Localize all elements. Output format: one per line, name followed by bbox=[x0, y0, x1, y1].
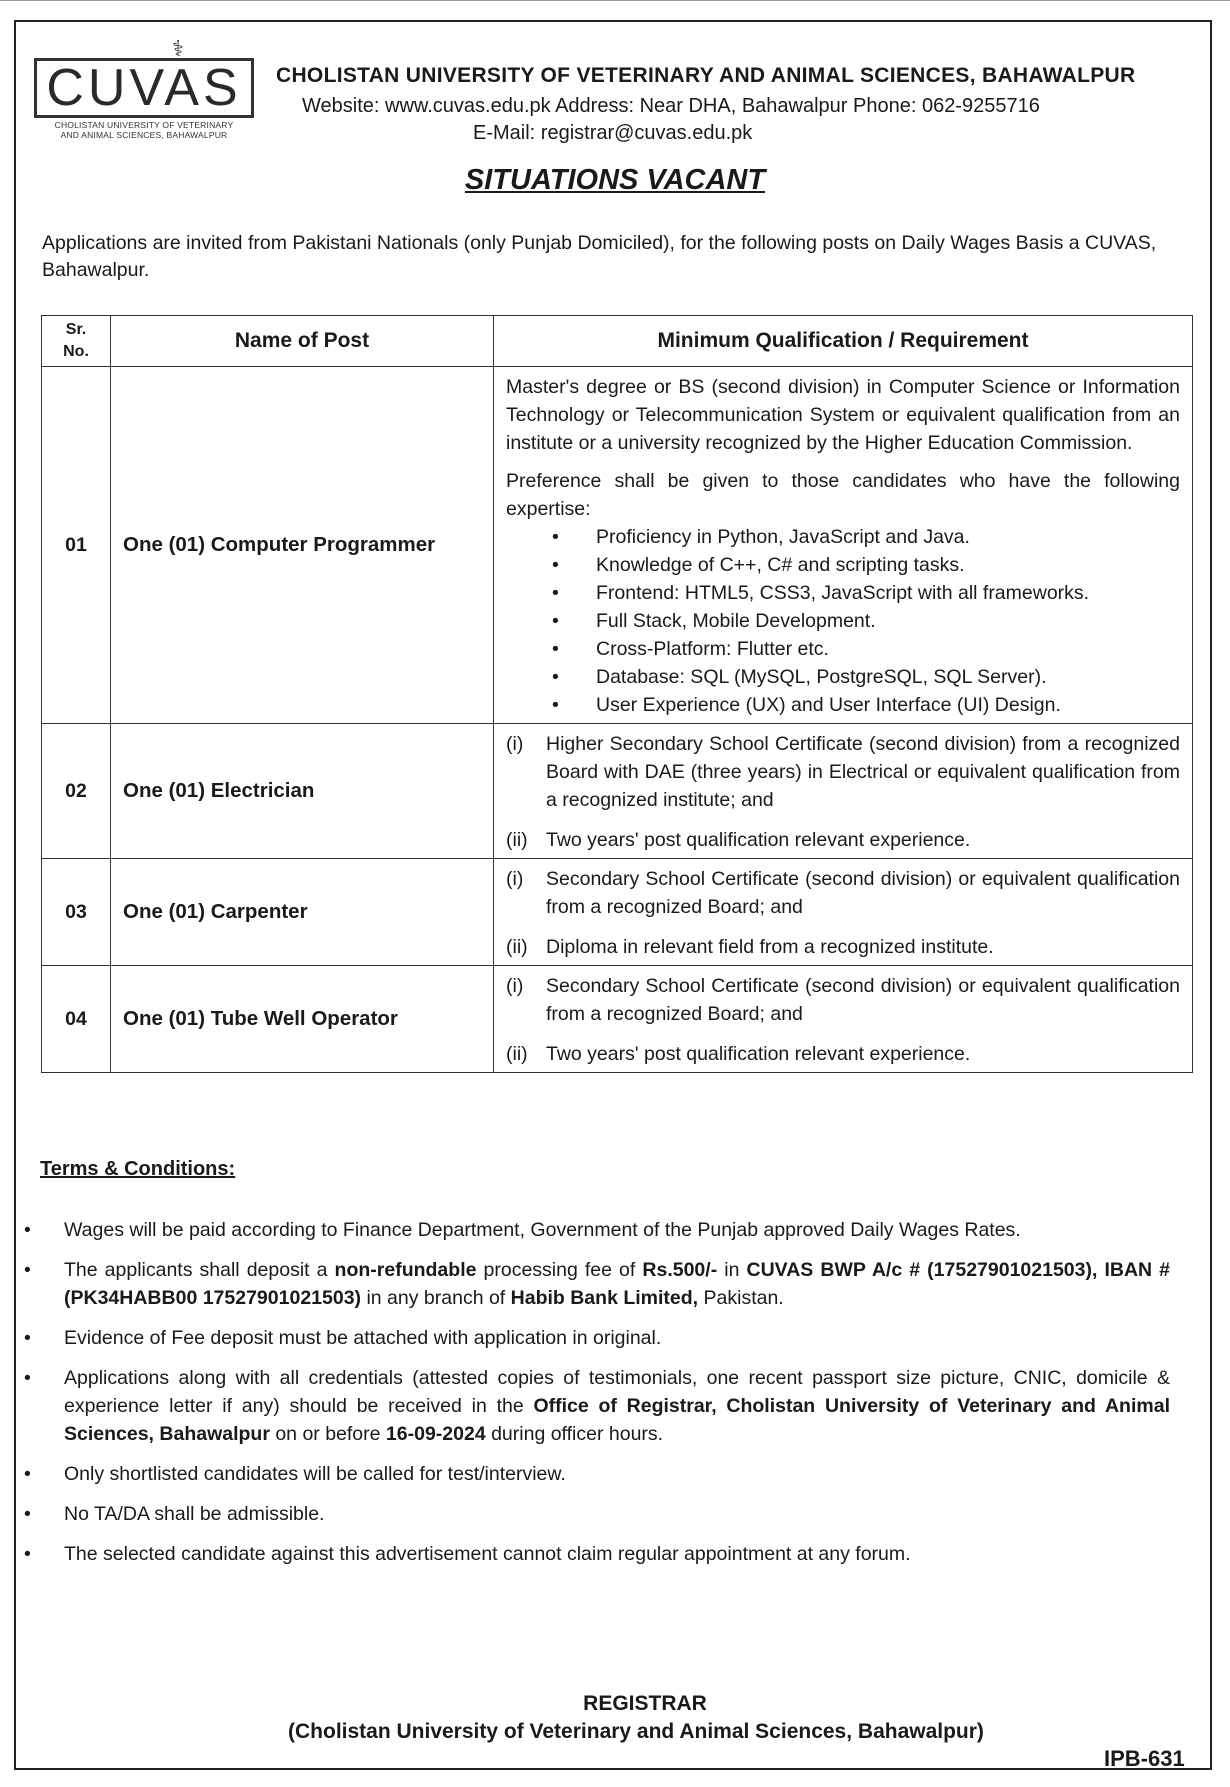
row-requirement bbox=[494, 966, 1193, 1073]
list-item: • Frontend: HTML5, CSS3, JavaScript with all frameworks. bbox=[552, 579, 1180, 607]
email-line: E-Mail: registrar@cuvas.edu.pk bbox=[473, 122, 753, 144]
list-item: • Proficiency in Python, JavaScript and Java. bbox=[552, 523, 1180, 551]
header-requirement: Minimum Qualification / Requirement bbox=[494, 316, 1193, 367]
requirement-paragraph: Master's degree or BS (second division) in Computer Science or Information Technology or Telecommunication System or equivalent qualification from an institute or a university recognized by the Higher Education Commission. bbox=[506, 376, 1180, 454]
table-row bbox=[42, 367, 1193, 724]
registrar-title: REGISTRAR bbox=[583, 1692, 707, 1715]
table-row bbox=[42, 724, 1193, 859]
row-post-name: One (01) Computer Programmer bbox=[111, 367, 494, 724]
list-item: • The selected candidate against this advertisement cannot claim regular appointment at any forum. bbox=[24, 1543, 911, 1565]
top-rule bbox=[0, 0, 1230, 1]
page-title: SITUATIONS VACANT bbox=[464, 164, 766, 196]
caduceus-icon: ⚕ bbox=[172, 36, 184, 61]
list-item: • Wages will be paid according to Finance Department, Government of the Punjab approved Daily Wages Rates. bbox=[24, 1219, 1021, 1241]
requirement-item: (i) Secondary School Certificate (second division) or equivalent qualification from a recognized Board; and bbox=[506, 975, 1180, 1025]
header-name-of-post: Name of Post bbox=[111, 316, 494, 367]
row-post-name: One (01) Carpenter bbox=[111, 859, 494, 966]
list-item: • Evidence of Fee deposit must be attached with application in original. bbox=[24, 1327, 662, 1349]
list-item: • Database: SQL (MySQL, PostgreSQL, SQL Server). bbox=[552, 663, 1180, 691]
preference-paragraph: Preference shall be given to those candidates who have the following expertise: bbox=[506, 470, 1180, 520]
reference-code: IPB-631 bbox=[1104, 1746, 1185, 1771]
row-post-name: One (01) Tube Well Operator bbox=[111, 966, 494, 1073]
logo-subtitle: CHOLISTAN UNIVERSITY OF VETERINARY AND ANIMAL SCIENCES, BAHAWALPUR bbox=[54, 120, 234, 140]
requirement-item: (ii) Two years' post qualification relevant experience. bbox=[506, 1043, 971, 1065]
requirement-item: (ii) Two years' post qualification relevant experience. bbox=[506, 829, 971, 851]
row-sr: 04 bbox=[42, 966, 111, 1073]
requirement-item: (ii) Diploma in relevant field from a recognized institute. bbox=[506, 936, 994, 958]
list-item: • The applicants shall deposit a non-refundable processing fee of Rs.500/- in CUVAS BWP A/c # (17527901021503), IBAN # (PK34HABB00 17527901021503) in any branch of Habib Bank Limited, Pakistan. bbox=[24, 1259, 1171, 1309]
contact-line: Website: www.cuvas.edu.pk Address: Near DHA, Bahawalpur Phone: 062-9255716 bbox=[302, 95, 1040, 117]
cuvas-logo bbox=[34, 38, 254, 146]
terms-heading: Terms & Conditions: bbox=[40, 1158, 236, 1180]
row-requirement bbox=[494, 367, 1193, 724]
list-item: • Applications along with all credentials (attested copies of testimonials, one recent passport size picture, CNIC, domicile & experience letter if any) should be received in the Office of Registrar, Cholistan University of Veterinary and Animal Sciences, Bahawalpur on or before 16-09-2024 during officer hours. bbox=[24, 1367, 1170, 1445]
registrar-subtitle: (Cholistan University of Veterinary and Animal Sciences, Bahawalpur) bbox=[288, 1720, 984, 1743]
row-post-name: One (01) Electrician bbox=[111, 724, 494, 859]
intro-paragraph: Applications are invited from Pakistani Nationals (only Punjab Domiciled), for the following posts on Daily Wages Basis a CUVAS, Bahawalpur. bbox=[42, 232, 1157, 281]
row-sr: 03 bbox=[42, 859, 111, 966]
list-item: • No TA/DA shall be admissible. bbox=[24, 1503, 325, 1525]
row-sr: 01 bbox=[42, 367, 111, 724]
table-row bbox=[42, 859, 1193, 966]
list-item: • Knowledge of C++, C# and scripting tasks. bbox=[552, 551, 1180, 579]
table-row bbox=[42, 966, 1193, 1073]
requirement-item: (i) Secondary School Certificate (second division) or equivalent qualification from a recognized Board; and bbox=[506, 868, 1180, 918]
row-requirement bbox=[494, 859, 1193, 966]
list-item: • Only shortlisted candidates will be called for test/interview. bbox=[24, 1463, 566, 1485]
header-sr-no: Sr. No. bbox=[42, 316, 111, 367]
table-header-row bbox=[42, 316, 1193, 367]
row-requirement bbox=[494, 724, 1193, 859]
list-item: • User Experience (UX) and User Interface (UI) Design. bbox=[552, 691, 1180, 719]
list-item: • Cross-Platform: Flutter etc. bbox=[552, 635, 1180, 663]
list-item: • Full Stack, Mobile Development. bbox=[552, 607, 1180, 635]
university-name: CHOLISTAN UNIVERSITY OF VETERINARY AND ANIMAL SCIENCES, BAHAWALPUR bbox=[276, 64, 1136, 87]
row-sr: 02 bbox=[42, 724, 111, 859]
posts-table bbox=[41, 315, 1193, 1073]
logo-text: CUVAS bbox=[46, 59, 242, 117]
expertise-list bbox=[506, 523, 1180, 719]
terms-list bbox=[20, 1216, 1170, 1580]
requirement-item: (i) Higher Secondary School Certificate (second division) from a recognized Board with DAE (three years) in Electrical or equivalent qualification from a recognized institute; and bbox=[506, 733, 1180, 811]
